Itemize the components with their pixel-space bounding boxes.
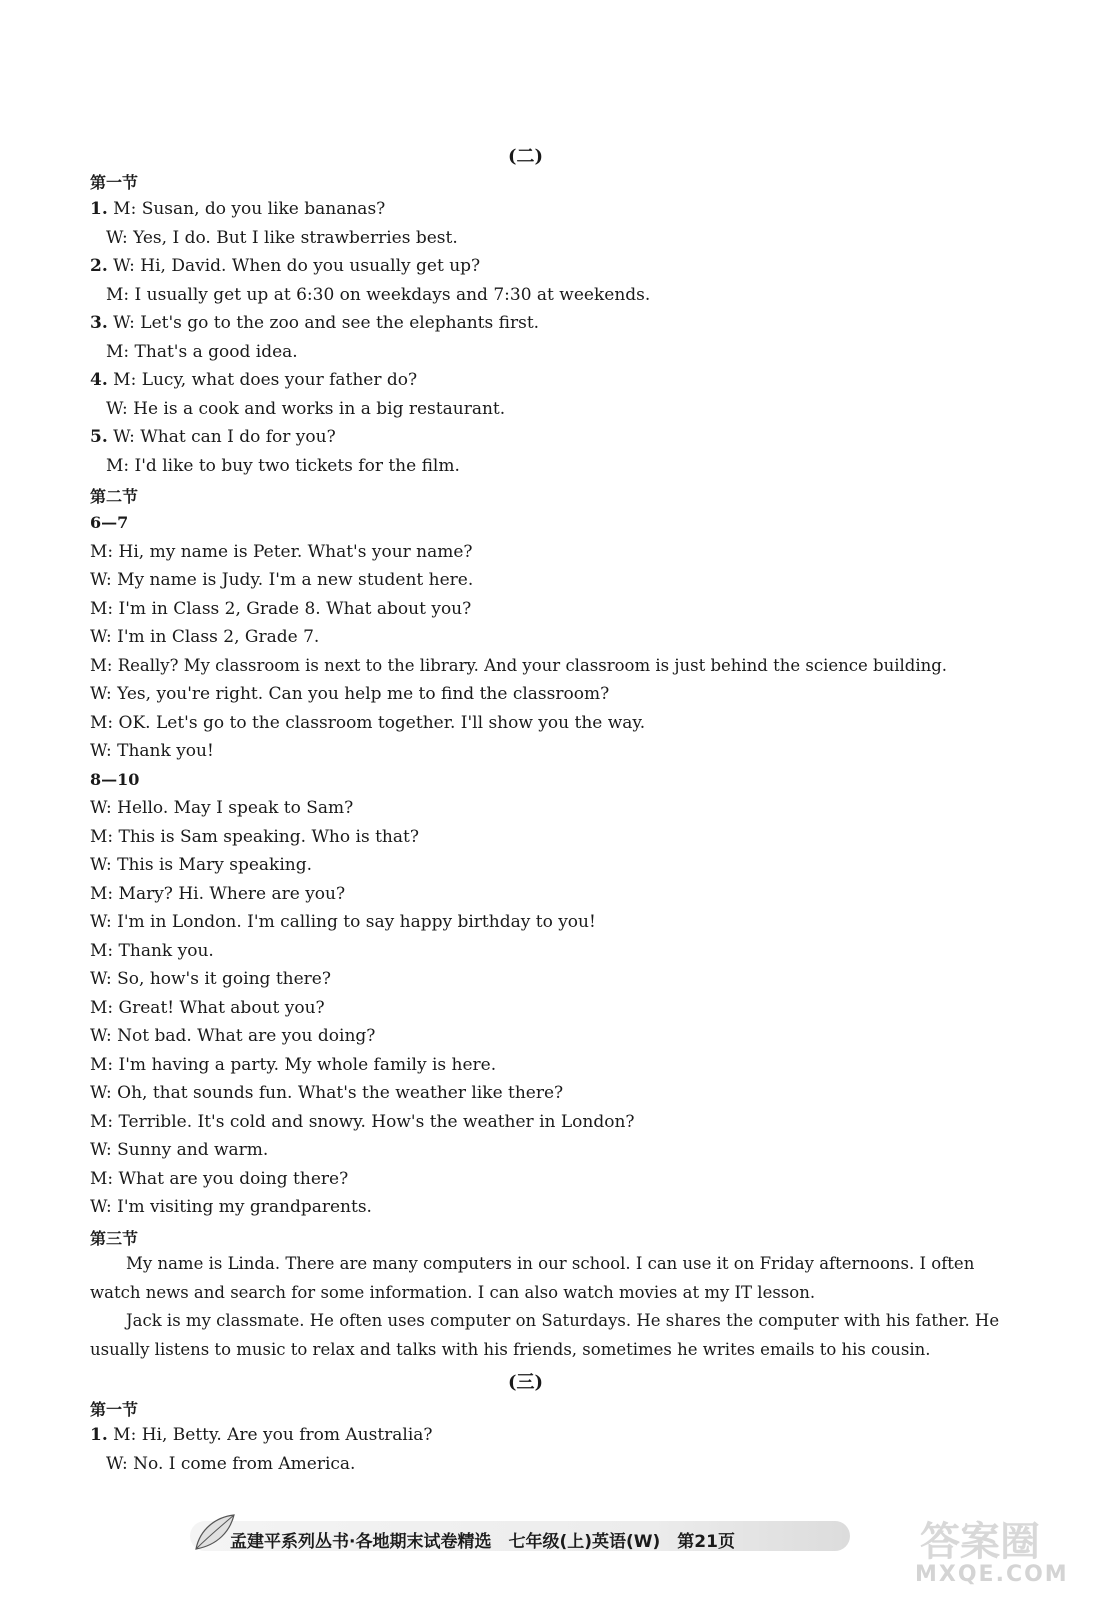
q2-number: 2. — [90, 256, 108, 276]
q5-line-b: M: I'd like to buy two tickets for the film. — [106, 456, 460, 476]
subheading-6-7: 6—7 — [90, 513, 129, 532]
q3-number: 3. — [90, 313, 108, 333]
watermark-url: MXQE.COM — [915, 1562, 1069, 1587]
q3-line-a — [90, 313, 539, 333]
watermark — [915, 1510, 1085, 1590]
q5-text-a: W: What can I do for you? — [113, 427, 336, 447]
passage-line: usually listens to music to relax and talks with his friends, sometimes he writes emails to his cousin. — [90, 1340, 931, 1359]
q3-text-a: W: Let's go to the zoo and see the elephants first. — [113, 313, 540, 333]
q2-line-b: M: I usually get up at 6:30 on weekdays and 7:30 at weekends. — [106, 285, 651, 305]
dialog-line: W: So, how's it going there? — [90, 969, 331, 989]
page-footer — [190, 1515, 850, 1555]
dialog-line: W: Oh, that sounds fun. What's the weather like there? — [90, 1083, 564, 1103]
dialog-line: W: I'm in Class 2, Grade 7. — [90, 627, 320, 647]
q1b-text-a: M: Hi, Betty. Are you from Australia? — [113, 1425, 433, 1445]
passage-line: Jack is my classmate. He often uses computer on Saturdays. He shares the computer with his father. He — [126, 1311, 1000, 1330]
dialog-line: M: I'm in Class 2, Grade 8. What about you? — [90, 599, 472, 619]
passage-line: watch news and search for some information. I can also watch movies at my IT lesson. — [90, 1283, 816, 1302]
dialog-line: W: Yes, you're right. Can you help me to find the classroom? — [90, 684, 610, 704]
q1-text-a: M: Susan, do you like bananas? — [113, 199, 386, 219]
dialog-line: M: I'm having a party. My whole family is here. — [90, 1055, 497, 1075]
dialog-line: W: Hello. May I speak to Sam? — [90, 798, 354, 818]
q4-number: 4. — [90, 370, 108, 390]
q2-text-a: W: Hi, David. When do you usually get up? — [113, 256, 481, 276]
q5-line-a — [90, 427, 336, 447]
subheading-8-10: 8—10 — [90, 770, 140, 789]
dialog-line: W: This is Mary speaking. — [90, 855, 312, 875]
q4-line-b: W: He is a cook and works in a big restaurant. — [106, 399, 506, 419]
q1b-number: 1. — [90, 1425, 108, 1445]
dialog-line: M: What are you doing there? — [90, 1169, 349, 1189]
passage-line: My name is Linda. There are many computers in our school. I can use it on Friday afternoons. I often — [126, 1254, 975, 1273]
dialog-line: W: My name is Judy. I'm a new student here. — [90, 570, 474, 590]
q4-line-a — [90, 370, 417, 390]
watermark-logo: 答案圈 — [920, 1519, 1040, 1565]
q1b-line-a — [90, 1425, 433, 1445]
q3-line-b: M: That's a good idea. — [106, 342, 298, 362]
dialog-line: W: Not bad. What are you doing? — [90, 1026, 376, 1046]
section-heading-1: 第一节 — [90, 173, 139, 192]
dialog-line: W: I'm visiting my grandparents. — [90, 1197, 372, 1217]
q1b-line-b: W: No. I come from America. — [106, 1454, 356, 1474]
q1-number: 1. — [90, 199, 108, 219]
part-heading-3: (三) — [508, 1372, 544, 1393]
footer-text: 孟建平系列丛书·各地期末试卷精选 七年级(上)英语(W) 第21页 — [230, 1532, 735, 1552]
q5-number: 5. — [90, 427, 108, 447]
dialog-line: M: Thank you. — [90, 941, 214, 961]
dialog-line: M: Mary? Hi. Where are you? — [90, 884, 346, 904]
dialog-line: W: I'm in London. I'm calling to say happy birthday to you! — [90, 912, 596, 932]
q4-text-a: M: Lucy, what does your father do? — [113, 370, 418, 390]
dialog-line: M: Hi, my name is Peter. What's your name? — [90, 542, 473, 562]
q1-line-b: W: Yes, I do. But I like strawberries best. — [106, 228, 458, 248]
dialog-line: M: OK. Let's go to the classroom together. I'll show you the way. — [90, 713, 646, 733]
section-heading-2: 第二节 — [90, 487, 139, 506]
dialog-line: M: This is Sam speaking. Who is that? — [90, 827, 419, 847]
dialog-line: W: Sunny and warm. — [90, 1140, 269, 1160]
dialog-line: M: Really? My classroom is next to the library. And your classroom is just behind the science building. — [90, 656, 948, 675]
q1-line-a — [90, 199, 385, 219]
dialog-line: W: Thank you! — [90, 741, 214, 761]
q2-line-a — [90, 256, 480, 276]
dialog-line: M: Great! What about you? — [90, 998, 325, 1018]
part-heading-2: (二) — [508, 146, 544, 167]
section-heading-1b: 第一节 — [90, 1400, 139, 1419]
section-heading-3: 第三节 — [90, 1229, 139, 1248]
dialog-line: M: Terrible. It's cold and snowy. How's the weather in London? — [90, 1112, 635, 1132]
